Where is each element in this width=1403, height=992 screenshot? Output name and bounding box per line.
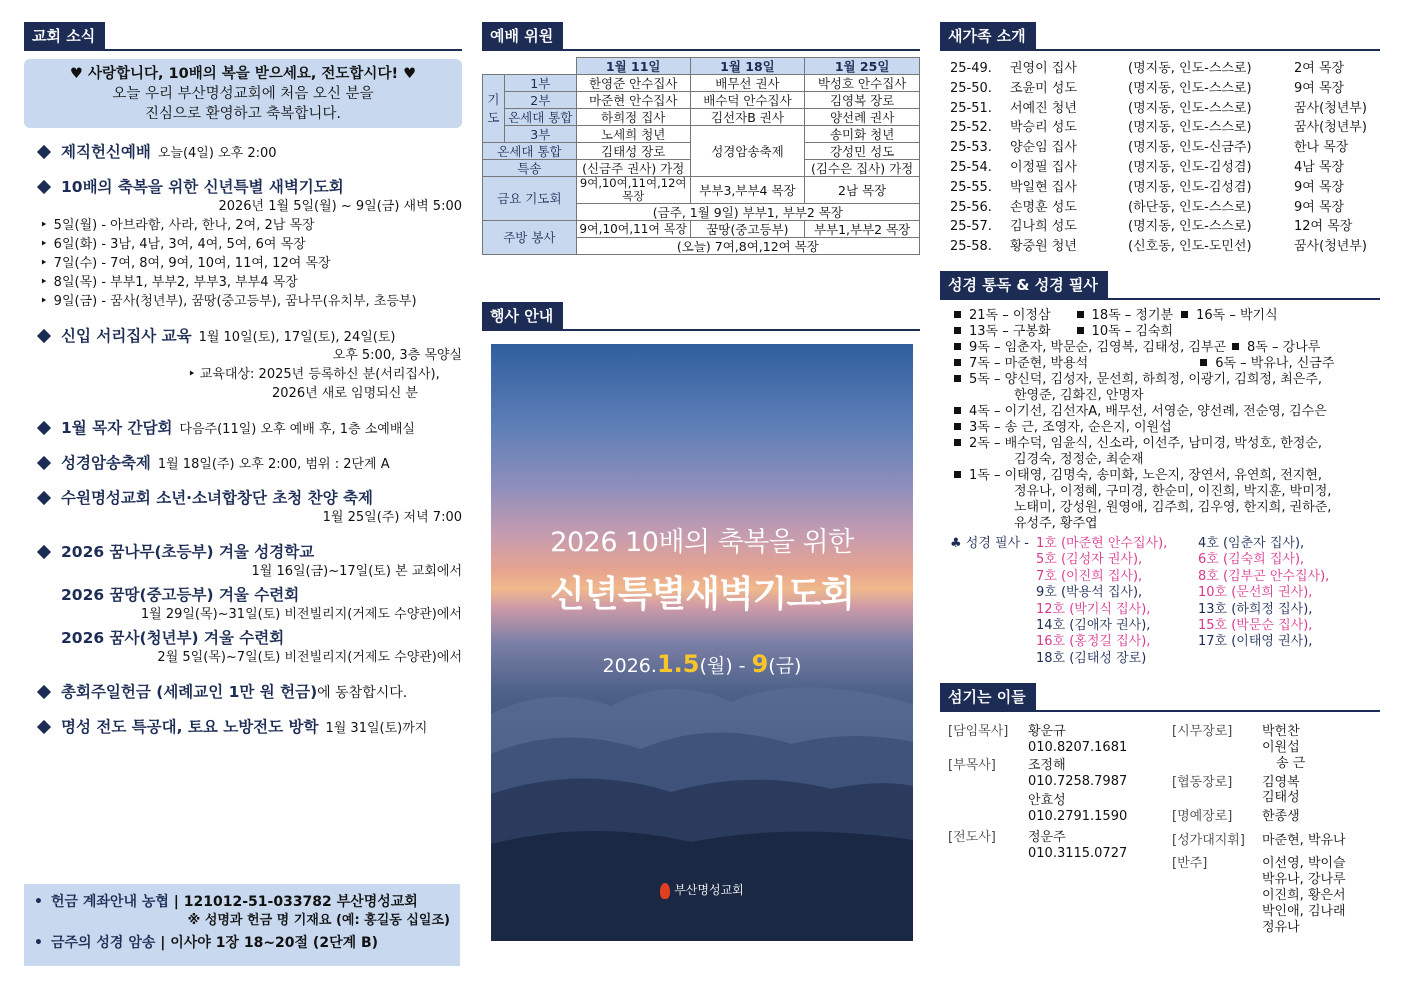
news-list [36, 140, 462, 737]
transcription-entry: 6호 (김숙희 집사), [1198, 552, 1305, 568]
news-suwon: 수원명성교회 소년·소녀합창단 초청 찬양 축제 1월 25일(주) 저녁 7:00 [36, 486, 462, 527]
news-evangelism: 명성 전도 특공대, 토요 노방전도 방학 1월 31일(토)까지 [36, 715, 462, 737]
news-prayer: 10배의 축복을 위한 신년특별 새벽기도회 2026년 1월 5일(월) ~ 9일(금) 새벽 5:00 ‣ 5일(월) - 아브라함, 사라, 한나, 2여, 2남 목장 ‣ 6일(화) - 3남, 4남, 3여, 4여, 5여, 6여 목장 ‣ 7일(수) - 7여, 8여, 9여, 10여, 11여, 12여 목장 ‣ 8일(목) - 부부1, 부부2, 부부3, 부부4 목장 ‣ 9일(금) - 꿈사(청년부), 꿈땅(중고등부), 꿈나무(유치부, 초등부) [36, 175, 462, 311]
account-line: • 헌금 계좌안내 농협 | 121012-51-033782 부산명성교회 [34, 892, 450, 912]
new-family-row: 25-50. 조윤미 성도 (명지동, 인도-스스로) 9여 목장 [950, 80, 1345, 96]
bible-reading-list: 21독 – 이정삼 18독 – 정기분 16독 – 박기식 13독 – 구봉화 10독 – 김숙희 9독 – 임춘자, 박문순, 김영복, 김태성, 김부곤 8독 – 강나루 7독 – 마준현, 박용석 6독 – 박유나, 신금주 5독 – 양신덕, 김성자, 문선희, 하희정, 이광기, 김희정, 최은주, 한영준, 김화진, 안명자 4독 – 이기선, 김선자A, 배무선, 서영순, 양선례, 전순영, 김수은 3독 – 송 근, 조영자, 순은지, 이원섭 2독 – 배수덕, 임윤식, 신소라, 이선주, 남미경, 박성호, 한정순, 김경숙, 정정순, 최순재 1독 – 이태영, 김명숙, 송미화, 노은지, 장연서, 유연희, 전지현, 정유나, 이정혜, 구미경, 한순미, 이진희, 박지훈, 박미정, 노태미, 강성원, 원영애, 김주희, 김우영, 한지희, 권하준, 유성주, 황주엽 [940, 308, 1380, 532]
welcome-line1: ♥ 사랑합니다, 10배의 복을 받으세요, 전도합시다! ♥ [69, 66, 417, 82]
transcription-entry: 10호 (문선희 권사), [1198, 585, 1313, 601]
new-family-row: 25-52. 박승리 성도 (명지동, 인도-스스로) 꿈사(청년부) [950, 120, 1367, 136]
diamond-bullet-icon [37, 329, 51, 343]
news-winter: 2026 꿈나무(초등부) 겨울 성경학교 1월 16일(금)~17일(토) 본 교회에서 2026 꿈땅(중고등부) 겨울 수련회 1월 29일(목)~31일(토) 비전빌리지(거제도 수양관)에서 2026 꿈사(청년부) 겨울 수련회 2월 5일(목)~7일(토) 비전빌리지(거제도 수양관)에서 [36, 540, 462, 667]
worship-table: 1월 11일 1월 18일 1월 25일 기도 1부 한영준 안수집사 배무선 권사 박성호 안수집사 2부 마준현 안수집사 배수덕 안수집사 김영복 장로 온세대 통합 하희정 집사 김선자B 권사 양선례 권사 3부 노세희 청년 성경암송축제 송미화 청년 온세대 통합 김태성 장로 강성민 성도 특송 (신금주 권사) 가정 (김수은 집사) 가정 금요 기도회 9여,10여,11여,12여 목장 부부3,부부4 목장 2남 목장 (금주, 1월 9일) 부부1, 부부2 목장 주방 봉사 9여,10여,11여 목장 꿈땅(중고등부) 부부1,부부2 목장 (오늘) 7여,8여,12여 목장 [482, 57, 920, 255]
diamond-bullet-icon [37, 145, 51, 159]
poster-title: 2026 10배의 축복을 위한 [550, 527, 854, 558]
diamond-bullet-icon [37, 421, 51, 435]
transcription-entry: 17호 (이태영 권사), [1198, 634, 1313, 650]
welcome-line3: 진심으로 환영하고 축복합니다. [145, 106, 341, 122]
news-pastor-meeting: 1월 목자 간담회 다음주(11일) 오후 예배 후, 1층 소예배실 [36, 416, 462, 438]
account-box [24, 884, 460, 966]
bible-header: 성경 통독 & 성경 필사 [940, 271, 1108, 298]
news-deacon: 신입 서리집사 교육 1월 10일(토), 17일(토), 24일(토) 오후 5:00, 3층 목양실 ‣ 교육대상: 2025년 등록하신 분(서리집사), 2026년 새로 임명되신 분 [36, 324, 462, 403]
transcription-entry: 18호 (김태성 장로) [1036, 650, 1147, 666]
diamond-bullet-icon [37, 491, 51, 505]
church-news-header: 교회 소식 [24, 22, 105, 49]
prayer-poster [491, 344, 913, 941]
welcome-box [24, 59, 462, 128]
news-dedication: 제직헌신예배 오늘(4일) 오후 2:00 [36, 140, 462, 162]
worship-header: 예배 위원 [482, 22, 563, 49]
transcription-entry: 7호 (이진희 집사), [1036, 568, 1143, 584]
right-column [940, 22, 1380, 972]
diamond-bullet-icon [37, 456, 51, 470]
transcription-entry: 5호 (김성자 권사), [1036, 552, 1143, 568]
poster-date: 2026.1.5(월) - 9(금) [602, 650, 802, 678]
transcription-entry: 4호 (임춘자 집사), [1198, 535, 1305, 551]
new-family-row: 25-54. 이정필 집사 (명지동, 인도-김성겸) 4남 목장 [950, 159, 1345, 175]
new-family-row: 25-53. 양순임 집사 (명지동, 인도-신금주) 한나 목장 [950, 140, 1349, 156]
new-family-row: 25-51. 서예진 청년 (명지동, 인도-스스로) 꿈사(청년부) [950, 100, 1367, 116]
transcription-entry: 12호 (박기식 집사), [1036, 601, 1151, 617]
flame-logo-icon [660, 883, 670, 899]
new-family-header: 새가족 소개 [940, 22, 1036, 49]
transcription-entry: 16호 (홍정길 집사), [1036, 634, 1151, 650]
new-family-row: 25-56. 손명훈 성도 (하단동, 인도-스스로) 9여 목장 [950, 199, 1345, 215]
event-header: 행사 안내 [482, 302, 563, 329]
transcription-entry: 1호 (마준현 안수집사), [1036, 535, 1168, 551]
club-icon: ♣ [950, 535, 962, 551]
transcription-entry: 8호 (김부곤 안수집사), [1198, 568, 1330, 584]
memory-verse-line: • 금주의 성경 암송 | 이사야 1장 18~20절 (2단계 B) [34, 933, 450, 953]
bible-transcription: ♣ 성경 필사 - 1호 (마준현 안수집사), 4호 (임춘자 집사), 5호 (김성자 권사), 6호 (김숙희 집사), 7호 (이진희 집사), 8호 (김부곤 안수집사), 9호 (박용석 집사), 10호 (문선희 권사), 12호 (박기식 집사), 13호 (하희정 집사), 14호 (김애자 권사), 15호 (박문순 집사), 16호 (홍정길 집사), 17호 (이태영 권사), 18호 (김태성 장로) [940, 536, 1380, 667]
new-family-row: 25-55. 박일현 집사 (명지동, 인도-김성겸) 9여 목장 [950, 179, 1345, 195]
diamond-bullet-icon [37, 180, 51, 194]
diamond-bullet-icon [37, 685, 51, 699]
new-family-row: 25-57. 김나희 성도 (명지동, 인도-스스로) 12여 목장 [950, 219, 1353, 235]
transcription-entry: 15호 (박문순 집사), [1198, 618, 1313, 633]
news-offering: 총회주일헌금 (세례교인 1만 원 헌금) 에 동참합시다. [36, 680, 462, 702]
poster-main-title: 신년특별새벽기도회 [550, 574, 854, 615]
transcription-entry: 9호 (박용석 집사), [1036, 585, 1143, 601]
welcome-line2: 오늘 우리 부산명성교회에 처음 오신 분을 [112, 86, 374, 102]
prayer-label: 기도 [483, 75, 505, 143]
transcription-entry: 13호 (하희정 집사), [1198, 601, 1313, 617]
church-logo: 부산명성교회 [491, 881, 913, 899]
new-family-row: 25-49. 권영이 집사 (명지동, 인도-스스로) 2여 목장 [950, 61, 1345, 76]
new-family-row: 25-58. 황중원 청년 (신호동, 인도-도민선) 꿈사(청년부) [950, 239, 1367, 255]
new-family-list [940, 59, 1380, 257]
worship-column [482, 22, 920, 972]
staff-list: [담임목사] 황운규 010.8207.1681 [부목사] 조정해 010.7258.7987 안효성 010.2791.1590 [전도사] 정운주 010.3115.0727 [시무장로] 박헌찬 이원섭 송 근 [협동장로] 김영복 김태성 [명예장로] 한종생 [성가대지휘] 마준현, 박유나 [반주] 이선영, 박이슬 박유나, 강나루 이진희, 황은서 박인애, 김나래 정유나 [948, 724, 1346, 936]
transcription-entry: 14호 (김애자 권사), [1036, 618, 1151, 633]
church-news-column [24, 22, 462, 972]
account-note: ※ 성명과 헌금 명 기재요 (예: 홍길동 십일조) [187, 913, 450, 928]
news-recitation: 성경암송축제 1월 18일(주) 오후 2:00, 범위 : 2단계 A [36, 451, 462, 473]
diamond-bullet-icon [37, 720, 51, 734]
staff-header: 섬기는 이들 [940, 683, 1036, 710]
diamond-bullet-icon [37, 545, 51, 559]
